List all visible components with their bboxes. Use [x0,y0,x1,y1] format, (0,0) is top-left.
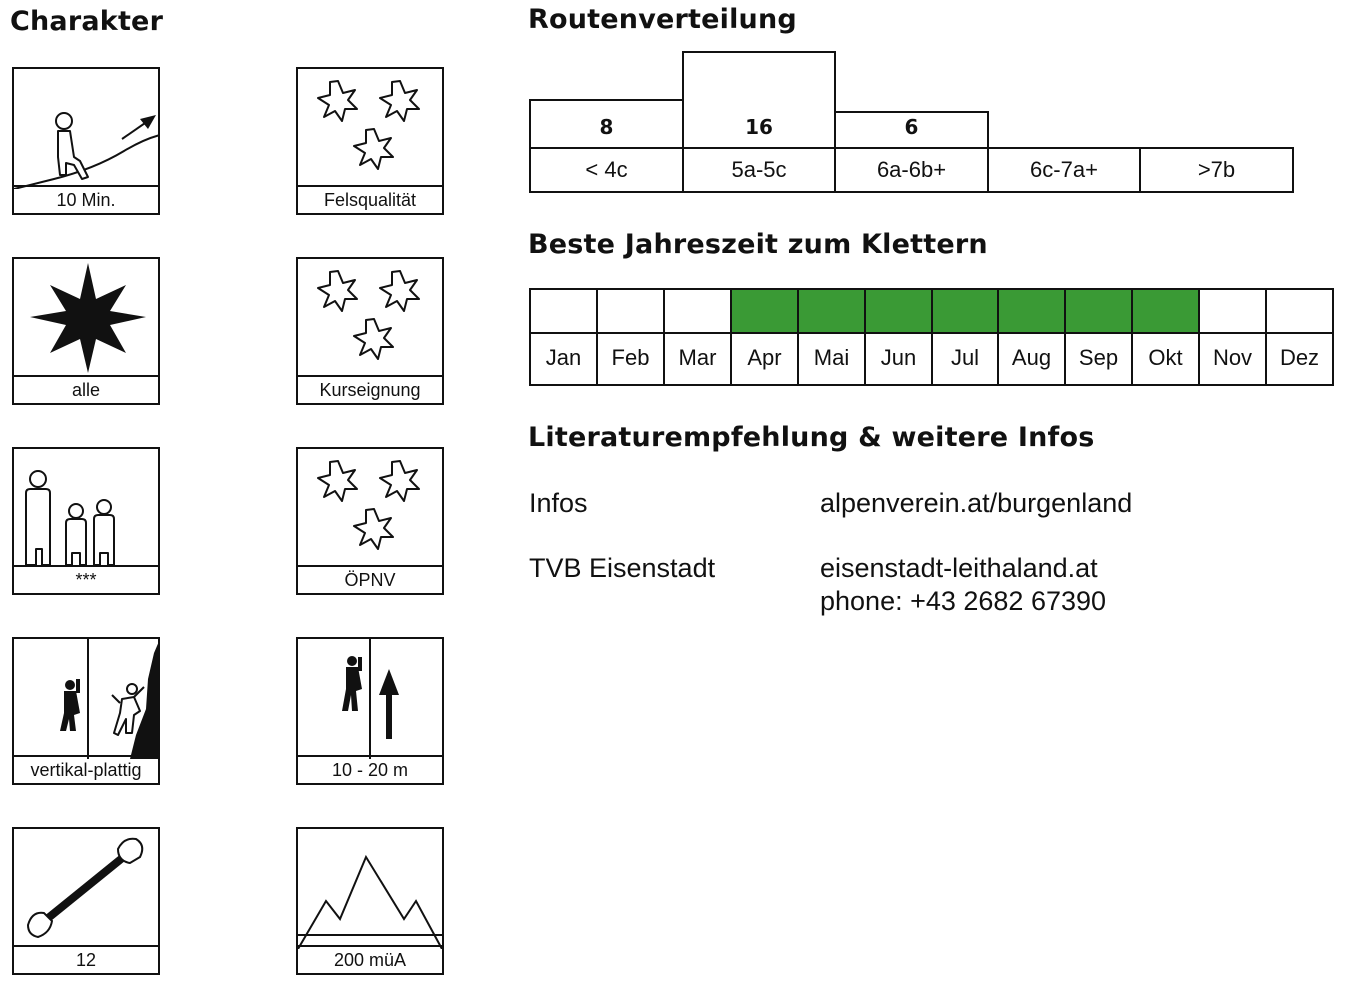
season-month-label: Apr [730,334,799,386]
terrain-caption: vertikal-plattig [14,755,158,783]
season-month-label: Jan [529,334,598,386]
route-count-label: 8 [599,115,614,139]
compass-star-icon [14,259,158,379]
season-month-cell [1064,288,1133,334]
family-icon [14,449,158,569]
altitude-caption: 200 müA [298,945,442,973]
tvb-phone: phone: +43 2682 67390 [820,586,1107,616]
orientation-caption: alle [14,375,158,403]
season-month-label: Sep [1064,334,1133,386]
season-month-label: Aug [997,334,1066,386]
route-count-label: 16 [745,115,773,139]
route-count-label: 6 [904,115,919,139]
season-month-cell [864,288,933,334]
season-month-label: Okt [1131,334,1200,386]
three-stars-icon [298,259,442,379]
season-month-label: Mai [797,334,866,386]
altitude-tile [296,827,444,975]
mountain-icon [298,829,442,949]
season-month-label: Jun [864,334,933,386]
season-month-cell [931,288,999,334]
season-heading: Beste Jahreszeit zum Klettern [528,229,988,260]
season-month-label: Mar [663,334,732,386]
season-month-cell [997,288,1066,334]
season-month-cell [529,288,598,334]
public-transport-tile [296,447,444,595]
season-month-cell [1265,288,1334,334]
three-stars-icon [298,449,442,569]
season-month-label: Nov [1198,334,1267,386]
route-length-caption: 10 - 20 m [298,755,442,783]
season-month-cell [1131,288,1200,334]
course-suitability-tile [296,257,444,405]
grade-cell: < 4c [529,147,684,193]
climber-arrow-icon [298,639,442,759]
route-length-tile [296,637,444,785]
route-distribution-chart [0,0,1348,200]
season-month-cell [1198,288,1267,334]
season-month-cell [797,288,866,334]
grade-cell: 5a-5c [682,147,836,193]
literature-heading: Literaturempfehlung & weitere Infos [528,422,1095,453]
season-month-cell [596,288,665,334]
grade-cell: 6c-7a+ [987,147,1141,193]
grade-cell: >7b [1139,147,1294,193]
family-tile [12,447,160,595]
quickdraws-tile [12,827,160,975]
quickdraw-icon [14,829,158,949]
public-transport-caption: ÖPNV [298,565,442,593]
season-month-label: Jul [931,334,999,386]
season-month-label: Feb [596,334,665,386]
season-month-label: Dez [1265,334,1334,386]
season-month-cell [663,288,732,334]
routes-heading: Routenverteilung [528,4,797,35]
orientation-tile [12,257,160,405]
rock-quality-caption: Felsqualität [298,185,442,213]
climbers-wall-icon [14,639,158,759]
grade-cell: 6a-6b+ [834,147,989,193]
season-month-cell [730,288,799,334]
infos-link[interactable]: alpenverein.at/burgenland [820,488,1133,518]
approach-caption: 10 Min. [14,185,158,213]
course-suitability-caption: Kurseignung [298,375,442,403]
character-heading: Charakter [10,6,164,37]
infos-label: Infos [529,488,588,518]
terrain-tile [12,637,160,785]
tvb-label: TVB Eisenstadt [529,553,716,583]
quickdraws-caption: 12 [14,945,158,973]
family-caption: *** [14,565,158,593]
tvb-link[interactable]: eisenstadt-leithaland.at [820,553,1098,583]
